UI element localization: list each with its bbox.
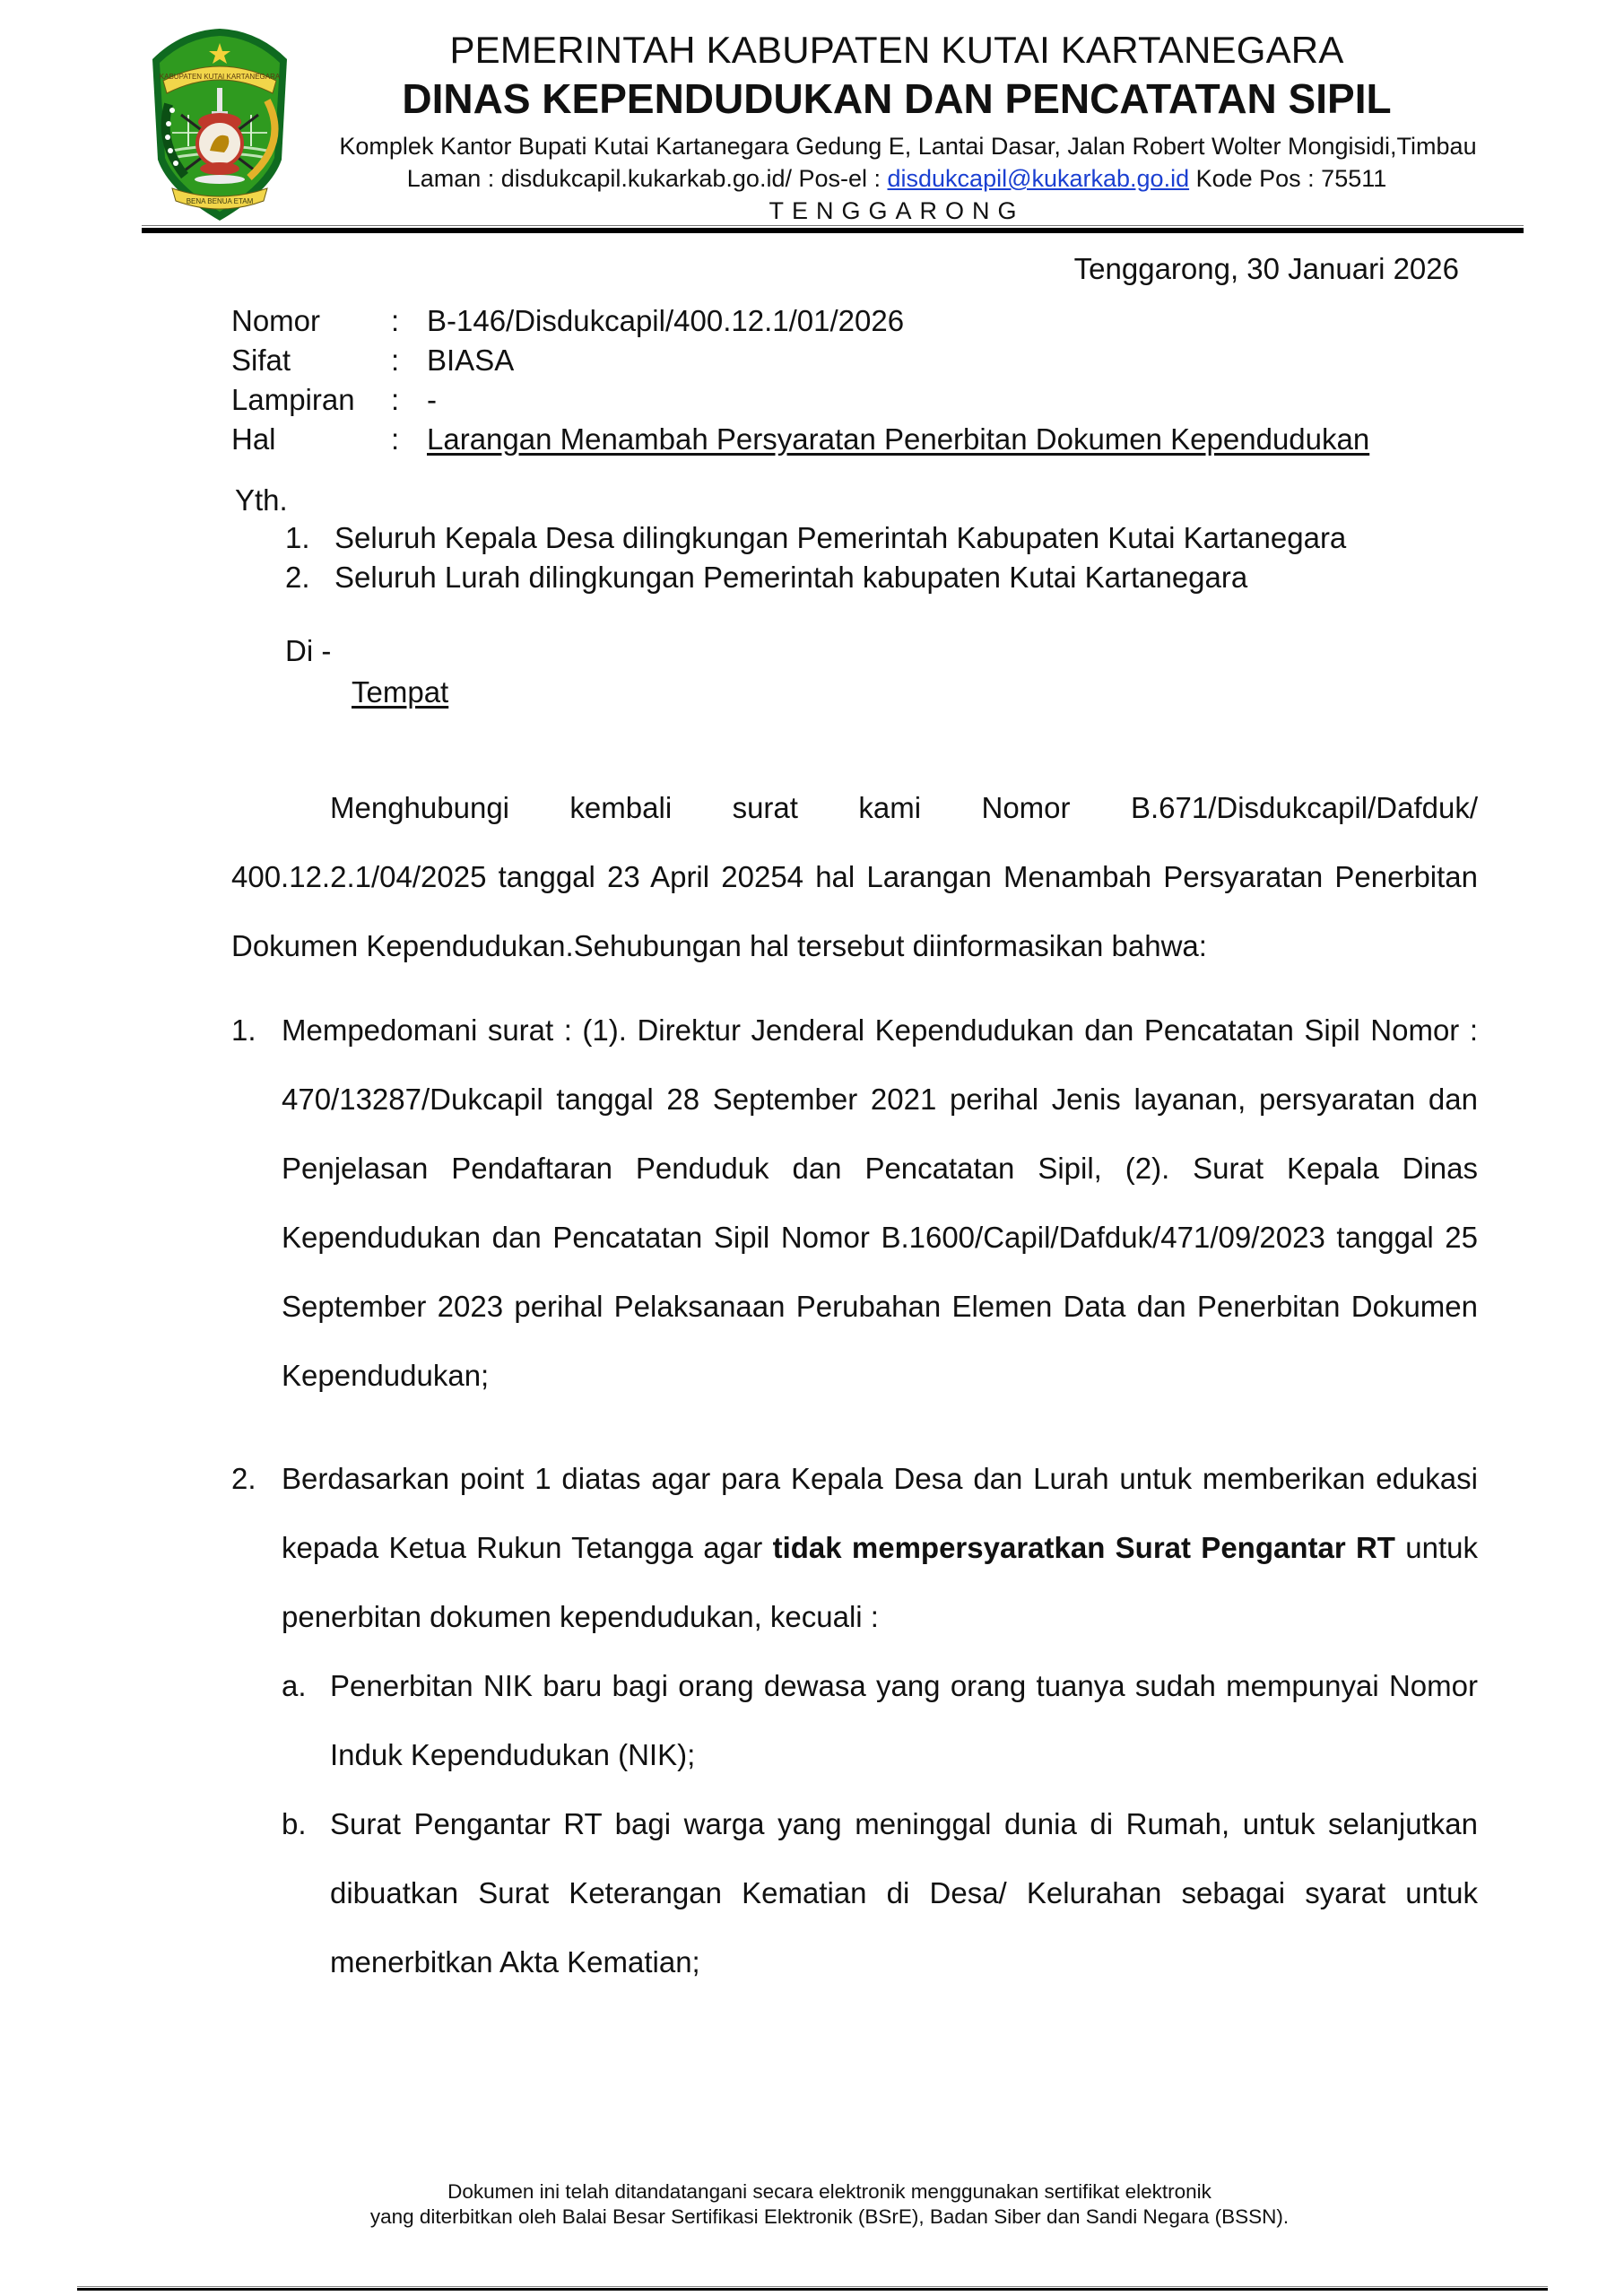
letterhead-city: TENGGARONG — [769, 197, 1025, 224]
sub-list-text: Surat Pengantar RT bagi warga yang meninggal dunia di Rumah, untuk selanjutkan dibuatkan Surat Keterangan Kematian di Desa/ Kelurahan sebagai syarat untuk menerbitkan Akta Kematian; — [330, 1807, 1478, 1979]
e-signature-notice — [269, 2179, 1390, 2230]
recipient-number: 1. — [285, 521, 310, 554]
sub-list-letter: b. — [282, 1807, 307, 1840]
letterhead-website: Laman : disdukcapil.kukarkab.go.id/ Pos-el : — [406, 165, 888, 192]
body-item-1 — [231, 996, 1478, 1410]
meta-colon: : — [391, 422, 400, 456]
recipient-item — [285, 518, 1346, 558]
list-text-before: Berdasarkan point 1 diatas agar para Kepala Desa dan Lurah untuk memberikan edukasi kepada Ketua Rukun Tetangga agar — [282, 1462, 1478, 1564]
letter-date: Tenggarong, 30 Januari 2026 — [1073, 252, 1459, 285]
recipient-number: 2. — [285, 561, 310, 594]
meta-row-sifat — [231, 341, 1369, 380]
recipient-list — [285, 518, 1346, 597]
letterhead-divider — [142, 228, 1524, 233]
recipient-item — [285, 558, 1346, 597]
list-text-after: untuk penerbitan dokumen kependudukan, kecuali : — [282, 1531, 1478, 1633]
list-number: 2. — [231, 1462, 256, 1495]
list-text: Mempedomani surat : (1). Direktur Jenderal Kependudukan dan Pencatatan Sipil Nomor : 470/13287/Dukcapil tanggal 28 September 2021 perihal Jenis layanan, persyaratan dan Penjelasan Pendaftaran Penduduk dan Pencatatan Sipil, (2). Surat Kepala Dinas Kependudukan dan Pencatatan Sipil Nomor B.1600/Capil/Dafduk/471/09/2023 tanggal 25 September 2023 perihal Pelaksanaan Perubahan Elemen Data dan Penerbitan Dokumen Kependudukan; — [282, 1013, 1478, 1392]
intro-text: Menghubungi kembali surat kami Nomor B.671/Disdukcapil/Dafduk/ 400.12.2.1/04/2025 tanggal 23 April 20254 hal Larangan Menambah Persyaratan Penerbitan Dokumen Kependudukan.Sehubungan hal tersebut diinformasikan bahwa: — [231, 791, 1478, 962]
list-item — [231, 996, 1478, 1410]
meta-subject — [427, 420, 1369, 459]
list-number: 1. — [231, 1013, 256, 1047]
meta-row-hal — [231, 420, 1369, 459]
list-text — [282, 1444, 1478, 1651]
subject-text: Larangan Menambah Persyaratan Penerbitan Dokumen Kependudukan — [427, 422, 1370, 456]
meta-label: Sifat — [231, 344, 291, 377]
intro-paragraph — [231, 773, 1478, 980]
list-item — [231, 1444, 1478, 1651]
meta-colon: : — [391, 383, 400, 416]
regency-coat-of-arms-icon — [145, 25, 294, 224]
addressee-tempat: Tempat — [352, 675, 449, 709]
letterhead-government-name: PEMERINTAH KABUPATEN KUTAI KARTANEGARA — [449, 29, 1344, 71]
footer-line-1: Dokumen ini telah ditandatangani secara elektronik menggunakan sertifikat elektronik — [447, 2180, 1211, 2203]
letterhead-postal-code: Kode Pos : 75511 — [1189, 165, 1387, 192]
sub-list-item — [282, 1651, 1478, 1789]
meta-label: Hal — [231, 422, 276, 456]
sub-list-text: Penerbitan NIK baru bagi orang dewasa yang orang tuanya sudah mempunyai Nomor Induk Kependudukan (NIK); — [330, 1669, 1478, 1771]
letterhead-divider-thin — [142, 225, 1524, 226]
footer-divider-thin — [77, 2286, 1548, 2287]
meta-row-nomor — [231, 301, 1369, 341]
recipient-text: Seluruh Kepala Desa dilingkungan Pemerintah Kabupaten Kutai Kartanegara — [334, 521, 1347, 554]
email-link[interactable]: disdukcapil@kukarkab.go.id — [887, 165, 1190, 192]
letterhead-address: Komplek Kantor Bupati Kutai Kartanegara Gedung E, Lantai Dasar, Jalan Robert Wolter Mongisidi,Timbau — [339, 133, 1477, 160]
letterhead-agency-name: DINAS KEPENDUDUKAN DAN PENCATATAN SIPIL — [402, 75, 1392, 122]
recipient-text: Seluruh Lurah dilingkungan Pemerintah kabupaten Kutai Kartanegara — [334, 561, 1248, 594]
meta-label: Nomor — [231, 304, 321, 337]
footer-divider — [77, 2288, 1548, 2291]
meta-colon: : — [391, 344, 400, 377]
meta-label: Lampiran — [231, 383, 355, 416]
logo-banner-top: KABUPATEN KUTAI KARTANEGARA — [159, 73, 281, 81]
sub-list-letter: a. — [282, 1669, 307, 1702]
body-item-2 — [231, 1444, 1478, 1996]
footer-line-2: yang diterbitkan oleh Balai Besar Sertifikasi Elektronik (BSrE), Badan Siber dan Sandi Negara (BSSN). — [369, 2205, 1290, 2228]
letter-meta — [231, 301, 1369, 459]
addressee-di: Di - — [285, 634, 332, 667]
meta-value: B-146/Disdukcapil/400.12.1/01/2026 — [427, 304, 905, 337]
list-text-emphasis: tidak mempersyaratkan Surat Pengantar RT — [772, 1531, 1395, 1564]
sub-list-item — [282, 1789, 1478, 1996]
salutation: Yth. — [235, 483, 288, 517]
meta-row-lampiran — [231, 380, 1369, 420]
meta-colon: : — [391, 304, 400, 337]
logo-banner-bottom: BENA BENUA ETAM — [186, 197, 254, 205]
meta-value: BIASA — [427, 344, 515, 377]
meta-value: - — [427, 383, 437, 416]
letterhead-contact — [296, 163, 1498, 194]
